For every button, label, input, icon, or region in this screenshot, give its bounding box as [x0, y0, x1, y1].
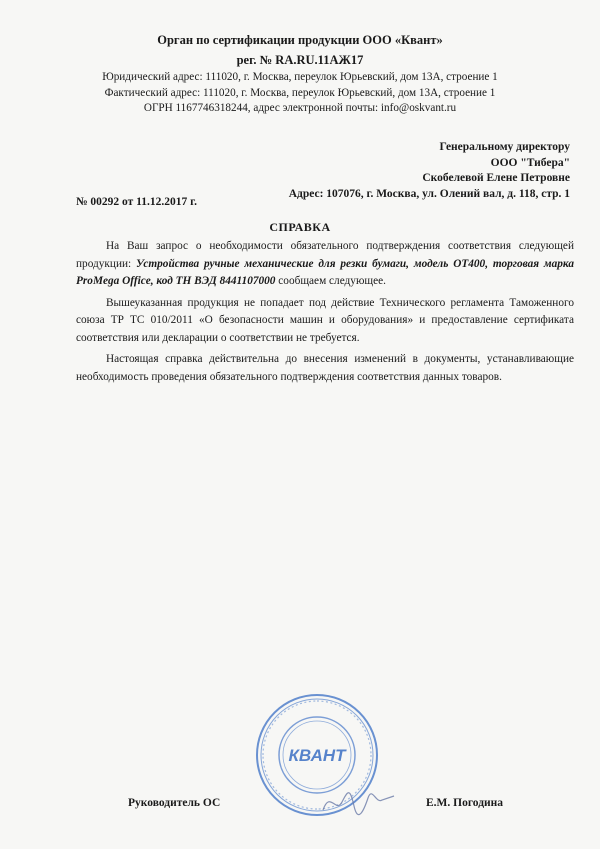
addressee-company: ООО "Тибера": [490, 156, 570, 169]
signatory-name: Е.М. Погодина: [426, 797, 504, 809]
ogrn-email: ОГРН 1167746318244, адрес электронной почты: info@oskvant.ru: [143, 102, 457, 114]
addressee-block: [289, 140, 570, 202]
document-body: [76, 238, 574, 390]
stamp-center-text: КВАНТ: [288, 746, 346, 765]
issuer-header: [0, 30, 600, 70]
legal-address: Юридический адрес: 111020, г. Москва, переулок Юрьевский, дом 13А, строение 1: [102, 71, 498, 83]
signatory-position: Руководитель ОС: [128, 797, 221, 809]
paragraph-request: [76, 238, 574, 291]
paragraph-conclusion: Вышеуказанная продукция не попадает под действие Технического регламента Таможенного союза ТР ТС 010/2011 «О безопасности машин и оборудования» и предоставление сертификата соответствия или декларации о соответствии не требуется.: [76, 296, 574, 344]
addressee-position: Генеральному директору: [439, 141, 570, 153]
paragraph-request-start: На Ваш запрос о необходимости обязательного подтверждения соответствия следующей продукции:: [76, 240, 574, 270]
addressee-name: Скобелевой Елене Петровне: [422, 172, 570, 184]
issuer-reg-number: рег. № RA.RU.11АЖ17: [236, 53, 364, 67]
product-description: Устройства ручные механические для резки бумаги, модель OT400, торговая марка ProMega Office, код ТН ВЭД 8441107000: [76, 257, 574, 287]
issuer-name: Орган по сертификации продукции ООО «Квант»: [157, 33, 443, 47]
signature-mark: [318, 780, 398, 820]
document-number: № 00292 от 11.12.2017 г.: [76, 196, 197, 208]
paragraph-validity: Настоящая справка действительна до внесения изменений в документы, устанавливающие необходимость проведения обязательного подтверждения соответствия данных товаров.: [76, 353, 574, 383]
actual-address: Фактический адрес: 111020, г. Москва, переулок Юрьевский, дом 13А, строение 1: [104, 86, 496, 99]
paragraph-request-end: сообщаем следующее.: [275, 275, 386, 287]
document-title: СПРАВКА: [269, 220, 331, 234]
addressee-address: Адрес: 107076, г. Москва, ул. Олений вал, д. 118, стр. 1: [288, 187, 570, 200]
issuer-addresses: [50, 70, 550, 117]
